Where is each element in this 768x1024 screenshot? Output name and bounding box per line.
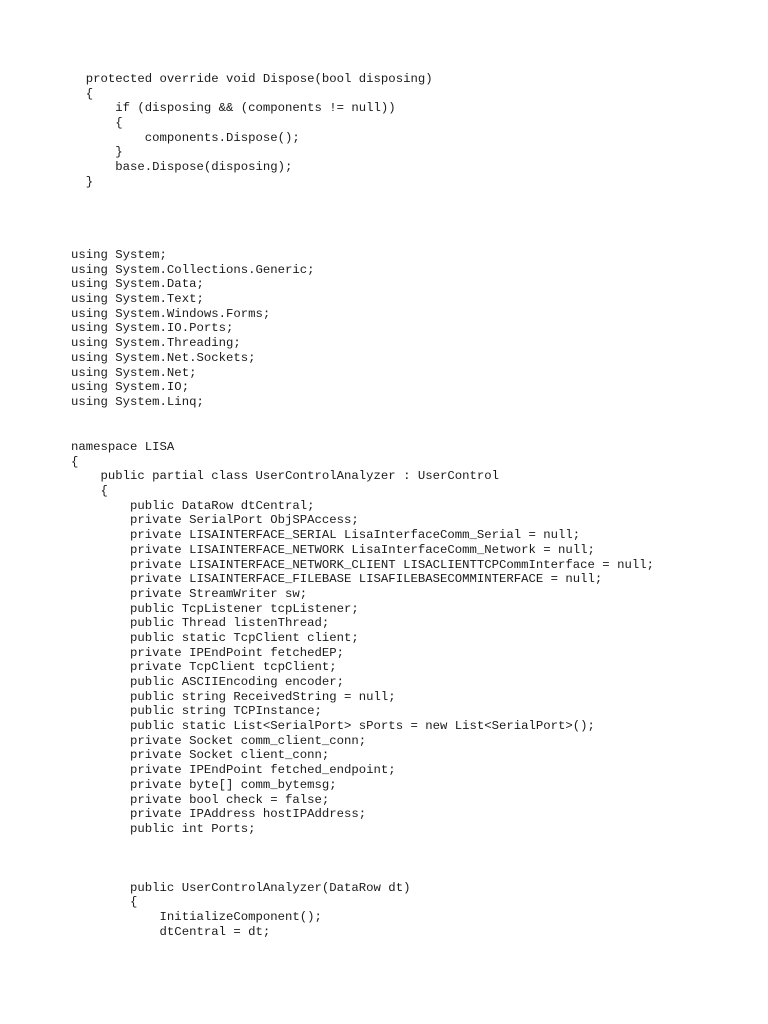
code-line	[71, 866, 654, 881]
code-line: {	[71, 116, 123, 131]
code-line: private SerialPort ObjSPAccess;	[71, 513, 359, 528]
code-line: using System.Windows.Forms;	[71, 306, 271, 321]
code-line: using System.Linq;	[71, 394, 204, 409]
code-line: private byte[] comm_bytemsg;	[71, 777, 337, 792]
code-line: public static TcpClient client;	[71, 630, 359, 645]
code-line: public TcpListener tcpListener;	[71, 601, 359, 616]
code-line: private LISAINTERFACE_SERIAL LisaInterfaceComm_Serial = null;	[71, 528, 581, 543]
code-line: }	[71, 145, 123, 160]
code-line	[71, 851, 654, 866]
code-line: using System.Threading;	[71, 336, 241, 351]
code-line: public UserControlAnalyzer(DataRow dt)	[71, 880, 411, 895]
code-line: using System.Net;	[71, 365, 197, 380]
code-line: {	[71, 484, 108, 499]
code-line: private LISAINTERFACE_NETWORK LisaInterfaceComm_Network = null;	[71, 542, 595, 557]
code-line: private IPAddress hostIPAddress;	[71, 807, 367, 822]
code-line: private bool check = false;	[71, 792, 330, 807]
code-line: private Socket comm_client_conn;	[71, 733, 367, 748]
code-block-dispose-method	[71, 72, 433, 190]
code-line: private IPEndPoint fetchedEP;	[71, 645, 345, 660]
code-line: public string ReceivedString = null;	[71, 689, 396, 704]
code-line: public int Ports;	[71, 821, 256, 836]
code-block-using-directives	[71, 248, 315, 410]
code-line: namespace LISA	[71, 440, 175, 454]
code-line: InitializeComponent();	[71, 910, 322, 924]
code-line: {	[71, 454, 79, 469]
code-line: public ASCIIEncoding encoder;	[71, 675, 345, 689]
code-line: private Socket client_conn;	[71, 748, 330, 763]
code-line: private IPEndPoint fetched_endpoint;	[71, 763, 396, 778]
code-line: if (disposing && (components != null))	[71, 101, 396, 116]
code-line: using System.Collections.Generic;	[71, 262, 315, 277]
code-block-namespace-class	[71, 440, 654, 939]
code-line: using System.Net.Sockets;	[71, 350, 256, 365]
code-line: public static List<SerialPort> sPorts = new List<SerialPort>();	[71, 719, 595, 734]
code-line: private StreamWriter sw;	[71, 586, 308, 601]
code-line: private LISAINTERFACE_FILEBASE LISAFILEBASECOMMINTERFACE = null;	[71, 572, 603, 587]
code-line: {	[71, 895, 138, 910]
code-line: protected override void Dispose(bool disposing)	[71, 72, 433, 86]
code-line: public string TCPInstance;	[71, 704, 322, 719]
code-line: dtCentral = dt;	[71, 924, 271, 939]
code-line: public partial class UserControlAnalyzer : UserControl	[71, 469, 500, 484]
code-line: using System.Text;	[71, 292, 204, 307]
code-line: base.Dispose(disposing);	[71, 160, 293, 175]
code-line: using System;	[71, 248, 167, 262]
code-line	[71, 837, 654, 852]
code-line: using System.Data;	[71, 277, 204, 292]
code-line: }	[71, 174, 94, 189]
code-line: using System.IO.Ports;	[71, 321, 234, 336]
code-line: {	[71, 86, 94, 101]
code-line: components.Dispose();	[71, 130, 300, 145]
code-line: using System.IO;	[71, 380, 190, 395]
code-line: private TcpClient tcpClient;	[71, 660, 337, 675]
code-line: public DataRow dtCentral;	[71, 498, 315, 513]
code-line: public Thread listenThread;	[71, 616, 330, 631]
code-line: private LISAINTERFACE_NETWORK_CLIENT LISACLIENTTCPCommInterface = null;	[71, 557, 654, 572]
